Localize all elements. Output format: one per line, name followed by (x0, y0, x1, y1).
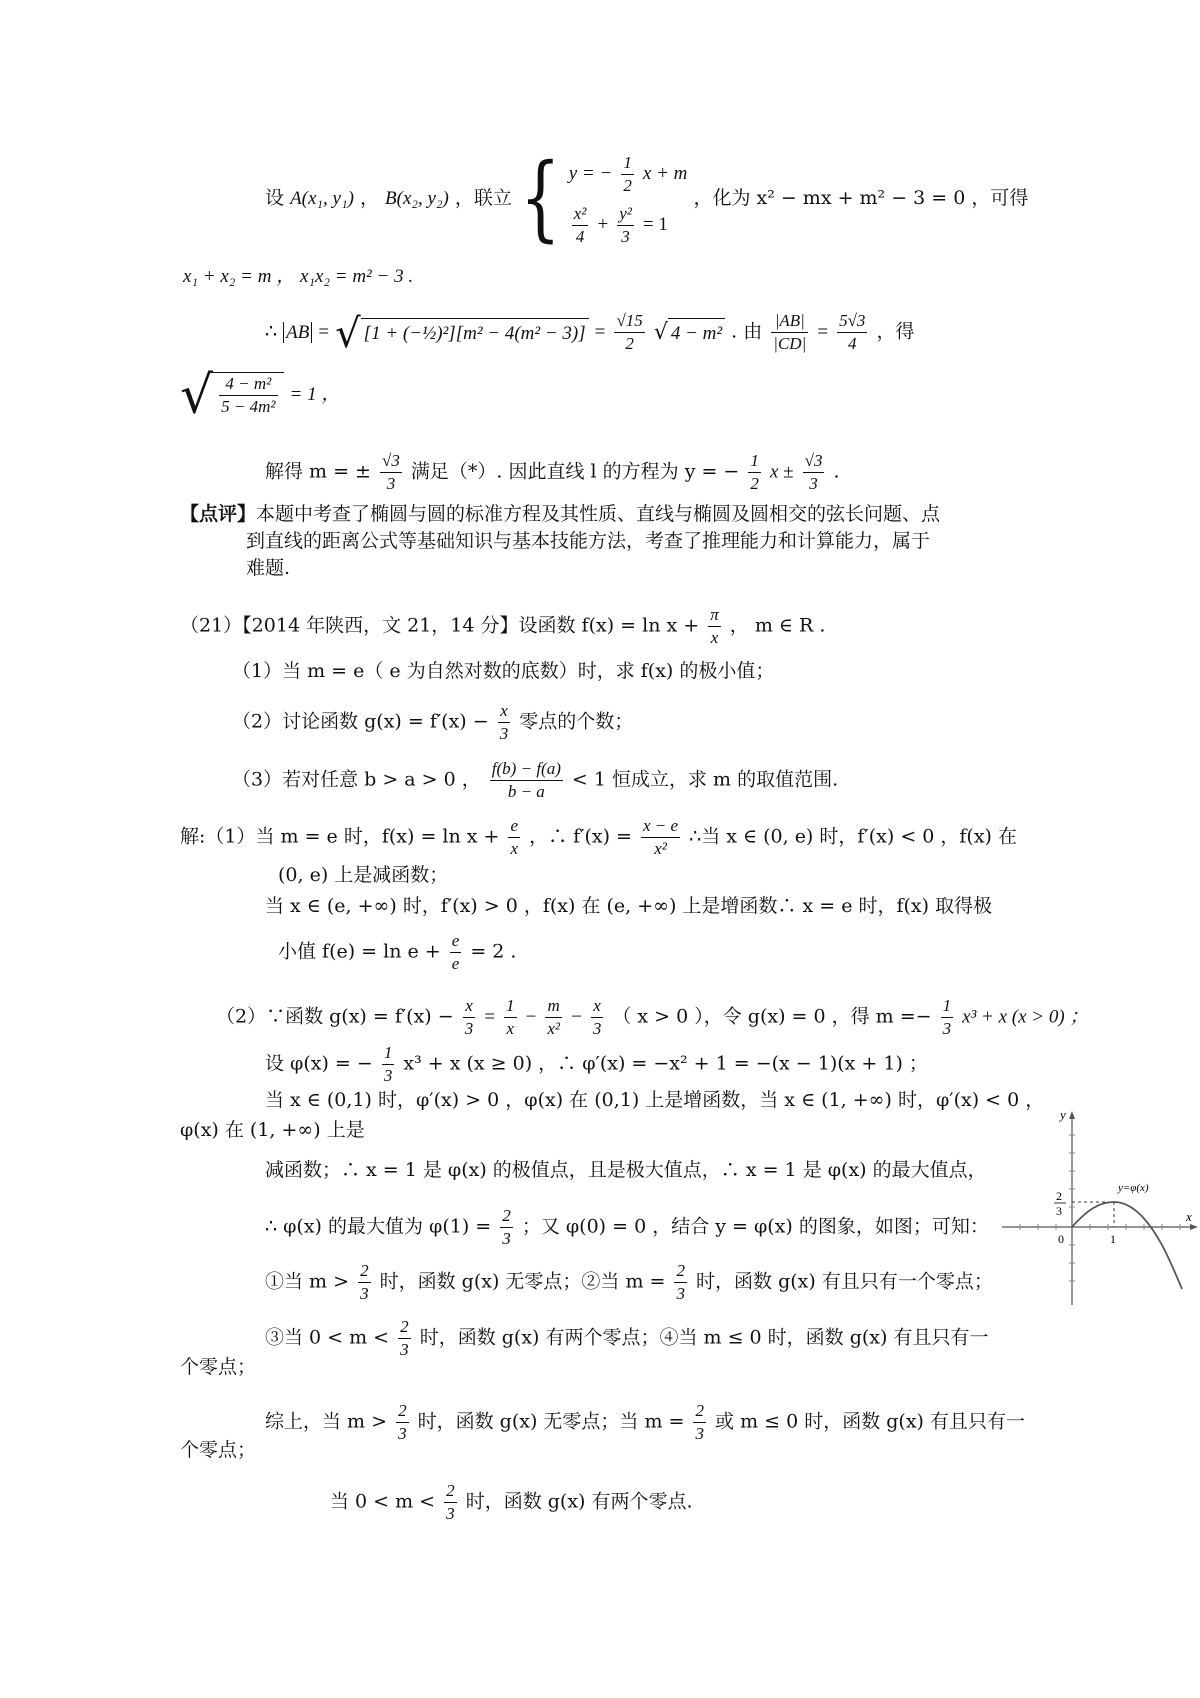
solve-text-a: 解得 m = ± (265, 460, 371, 483)
frac-num: 1 (504, 995, 517, 1018)
setup-prefix: 设 (265, 187, 285, 209)
frac-den: x (710, 628, 719, 647)
frac-num: m (545, 995, 562, 1018)
frac-num: 2 (500, 1205, 513, 1228)
solve-line (265, 450, 840, 495)
solution-2-decreasing: 减函数；∴ x = 1 是 φ(x) 的极值点，且是极大值点，∴ x = 1 是 φ(x) 的最大值点， (265, 1159, 987, 1181)
case2-fraction (674, 1260, 687, 1305)
summary2-fraction (444, 1480, 457, 1525)
phi-text-b: x³ + x (x ≥ 0) ，∴ φ′(x) = −x² + 1 = −(x − 1)(x + 1) ； (403, 1052, 928, 1075)
max-text-b: ；又 φ(0) = 0 ，结合 y = φ(x) 的图象，如图；可知： (521, 1215, 989, 1238)
summary-fraction-2 (693, 1400, 706, 1445)
problem-heading (180, 604, 825, 649)
q3-text-a: （3）若对任意 b > a > 0 ， (232, 768, 481, 791)
point-b: B(x₂, y₂) (385, 188, 449, 209)
intercept-fraction (803, 450, 825, 495)
sol2-frac-5 (941, 995, 954, 1040)
curve-label: y=φ(x) (1118, 1182, 1149, 1194)
sol1-min-value: = 2 . (470, 940, 517, 963)
x-axis-label: x (1186, 1209, 1192, 1224)
frac-den: 3 (400, 1340, 409, 1359)
frac-den: 3 (446, 1504, 455, 1523)
frac-den: 3 (499, 724, 509, 743)
solution-1-line-3: 当 x ∈ (e, +∞) 时，f′(x) > 0 ，f(x) 在 (e, +∞) 上是增函数∴ x = e 时，f(x) 取得极 (265, 895, 993, 917)
e-over-x-fraction (508, 815, 520, 860)
problem-head-tail: ， m ∈ R . (729, 614, 826, 637)
solve-text-d: . (833, 460, 840, 483)
frac-den: b − a (507, 782, 545, 801)
frac-num: x (498, 700, 511, 723)
summary-line-1-cont: 个零点； (180, 1439, 257, 1461)
y-tick-den: 3 (1056, 1204, 1062, 1218)
frac-den: 2 (623, 175, 632, 195)
solution-1-line-4 (278, 930, 516, 975)
q2-text-a: （2）讨论函数 g(x) = f′(x) − (232, 710, 489, 733)
frac-den: 3 (809, 474, 818, 493)
sqrt15-fraction (614, 310, 644, 355)
frac-num: e (450, 930, 462, 953)
frac-den: 5 − 4m² (221, 397, 276, 416)
ab-length-line (265, 310, 914, 355)
frac-num: √3 (803, 450, 825, 473)
sol2-text-f: x³ + x (x > 0) ； (962, 1006, 1089, 1028)
q3-text-b: < 1 恒成立，求 m 的取值范围. (571, 768, 839, 791)
comment-line-3: 难题. (246, 557, 291, 579)
comment-line-1 (180, 501, 940, 527)
equals-sign: = (318, 321, 330, 343)
frac-num: 2 (358, 1260, 371, 1283)
eq2-fraction-y (617, 203, 634, 248)
therefore-symbol: ∴ (265, 320, 278, 343)
system-brace: { (519, 145, 561, 253)
sol2-frac-3 (545, 995, 562, 1040)
frac-num: 2 (398, 1316, 411, 1339)
de-text: ，得 (876, 320, 915, 343)
y-tick-num: 2 (1056, 1189, 1062, 1203)
frac-den: x² (654, 839, 667, 858)
system-eq1 (569, 148, 688, 199)
radicand: 4 − m² (668, 318, 725, 347)
question-1: （1）当 m = e（ e 为自然对数的底数）时，求 f(x) 的极小值； (232, 660, 775, 682)
frac-num: x (463, 995, 476, 1018)
frac-den: |CD| (773, 334, 807, 353)
solution-2-cases-1 (265, 1260, 993, 1305)
ratio-tail: = 1 ， (289, 384, 341, 405)
x-tick-label: 1 (1110, 1232, 1116, 1246)
frac-num: √15 (614, 310, 644, 333)
sol1-min-text: 小值 f(e) = ln e + (278, 940, 441, 963)
phi-text-a: 设 φ(x) = − (265, 1052, 373, 1075)
equals-sign: = (817, 321, 829, 343)
max-fraction (500, 1205, 513, 1250)
frac-num: e (508, 815, 520, 838)
minus-sign: − (525, 1006, 537, 1028)
sqrt-tail: √ 4 − m² (654, 318, 725, 347)
summary-line-2 (330, 1480, 693, 1525)
setup-line (265, 145, 1029, 253)
frac-den: 3 (592, 1019, 602, 1038)
frac-den: 3 (360, 1284, 369, 1303)
ab-abs: AB (283, 322, 312, 343)
frac-den: 3 (398, 1424, 407, 1443)
solve-text-b: 满足（*）. 因此直线 l 的方程为 y = − (410, 460, 740, 483)
solution-2-line-1 (216, 995, 1088, 1040)
phi-curve (1072, 1202, 1182, 1289)
eq1-tail: x + m (642, 163, 688, 184)
sol1-text-a: 解:（1）当 m = e 时，f(x) = ln x + (180, 825, 500, 848)
summary2-text-a: 当 0 < m < (330, 1490, 436, 1513)
origin-label: 0 (1058, 1232, 1064, 1246)
frac-num: x² (572, 203, 589, 226)
equals-sign: = (484, 1006, 495, 1028)
ratio-fraction (771, 310, 808, 355)
phi-fraction (382, 1042, 395, 1087)
slope-fraction (748, 450, 761, 495)
minus-sign: − (571, 1006, 582, 1028)
frac-num: 1 (748, 450, 761, 473)
frac-den: 3 (502, 1229, 511, 1248)
q2-fraction (498, 700, 511, 745)
you-text: . 由 (731, 320, 763, 343)
frac-den: 3 (695, 1424, 704, 1443)
eq1-fraction (621, 152, 634, 197)
ratio-inner-fraction (219, 373, 277, 418)
frac-den: x (506, 1019, 515, 1038)
solution-2-increasing-2: φ(x) 在 (1, +∞) 上是 (180, 1119, 365, 1141)
frac-den: 3 (676, 1284, 685, 1303)
frac-num: 1 (382, 1042, 395, 1065)
frac-den: x (510, 839, 519, 858)
phi-graph (1000, 1105, 1200, 1315)
solution-2-cases-2 (265, 1316, 988, 1361)
case3-text-b: 时，函数 g(x) 有两个零点；④当 m ≤ 0 时，函数 g(x) 有且只有一 (419, 1326, 989, 1349)
frac-num: 2 (693, 1400, 706, 1423)
frac-den: 3 (464, 1019, 474, 1038)
frac-num: 1 (621, 152, 634, 175)
lianli-text: ，联立 (454, 187, 512, 209)
m-value-fraction (380, 450, 402, 495)
eq1-head: y = − (568, 163, 613, 184)
sol1-text-c: ∴当 x ∈ (0, e) 时，f′(x) < 0 ，f(x) 在 (689, 825, 1018, 848)
frac-num: y² (617, 203, 634, 226)
separator: ， (359, 187, 379, 209)
equation-system (569, 148, 688, 250)
frac-num: 2 (444, 1480, 457, 1503)
summary-text-a: 综上，当 m > (265, 1410, 388, 1433)
frac-den: x² (547, 1019, 561, 1038)
value-fraction (837, 310, 867, 355)
frac-num: x (591, 995, 604, 1018)
ratio-line (180, 365, 341, 426)
solve-text-c: x ± (769, 461, 794, 483)
q3-fraction (490, 758, 563, 803)
q2-text-b: 零点的个数； (519, 710, 634, 733)
frac-num: 1 (941, 995, 954, 1018)
frac-num: 2 (396, 1400, 409, 1423)
summary-text-b: 时，函数 g(x) 无零点；当 m = (417, 1410, 685, 1433)
frac-den: 4 (575, 226, 585, 246)
frac-num: 2 (674, 1260, 687, 1283)
comment-line-2: 到直线的距离公式等基础知识与基本技能方法，考查了推理能力和计算能力，属于 (246, 530, 931, 552)
solution-2-increasing: 当 x ∈ (0,1) 时，φ′(x) > 0 ，φ(x) 在 (0,1) 上是增函数，当 x ∈ (1, +∞) 时，φ′(x) < 0 ， (265, 1089, 1045, 1111)
case1-text-b: 时，函数 g(x) 无零点；②当 m = (379, 1270, 666, 1293)
frac-num: √3 (380, 450, 402, 473)
system-eq2 (569, 199, 688, 250)
vieta-line: x₁ + x₂ = m ， x₁x₂ = m² − 3 . (183, 266, 414, 287)
eq2-fraction-x (572, 203, 589, 248)
frac-den: 3 (383, 1066, 393, 1085)
case1-text-c: 时，函数 g(x) 有且只有一个零点； (696, 1270, 993, 1293)
summary-text-c: 或 m ≤ 0 时，函数 g(x) 有且只有一 (715, 1410, 1025, 1433)
frac-den: 2 (750, 474, 759, 493)
equals-sign: = (594, 321, 606, 343)
e-over-e-fraction (450, 930, 462, 975)
max-text-a: ∴ φ(x) 的最大值为 φ(1) = (265, 1215, 492, 1238)
frac-num: 4 − m² (219, 373, 277, 396)
frac-den: e (451, 954, 460, 973)
sol1-text-b: ，∴ f′(x) = (529, 825, 632, 848)
frac-den: 4 (848, 334, 857, 353)
frac-den: 3 (621, 226, 630, 246)
summary2-text-b: 时，函数 g(x) 有两个零点. (465, 1490, 693, 1513)
frac-num: 5√3 (837, 310, 867, 333)
sol2-text-e: （ x > 0 ），令 g(x) = 0 ，得 m =− (612, 1005, 932, 1028)
summary-fraction-1 (396, 1400, 409, 1445)
solution-2-phi-line (265, 1042, 928, 1087)
comment-text-1: 本题中考查了椭圆与圆的标准方程及其性质、直线与椭圆及圆相交的弦长问题、点 (256, 503, 941, 525)
frac-num: f(b) − f(a) (490, 758, 563, 781)
frac-num: |AB| (771, 310, 808, 333)
y-axis-label: y (1060, 1107, 1066, 1122)
solution-1-line-2: (0, e) 上是减函数； (278, 864, 449, 886)
problem-head-text: （21）【2014 年陕西，文 21，14 分】设函数 f(x) = ln x + (180, 614, 700, 637)
question-2 (232, 700, 633, 745)
frac-num: x − e (641, 815, 680, 838)
frac-den: 3 (942, 1019, 952, 1038)
frac-num: π (708, 604, 721, 627)
frac-den: 2 (625, 334, 634, 353)
ratio-sqrt: √ $\frac{\text{4 − m²}}{\text{5 − 4m²}}$ (180, 372, 284, 418)
solution-2-max (265, 1205, 989, 1250)
pi-over-x-fraction (708, 604, 721, 649)
case3-text-a: ③当 0 < m < (265, 1326, 390, 1349)
y-axis-arrow (1069, 1111, 1075, 1119)
comment-tag: 【点评】 (180, 503, 257, 525)
eq2-tail: = 1 (642, 214, 668, 235)
case3-fraction (398, 1316, 411, 1361)
case1-fraction (358, 1260, 371, 1305)
point-a: A(x₁, y₁) (290, 188, 354, 209)
radicand: [1 + (−½)²][m² − 4(m² − 3)] (361, 318, 589, 347)
summary-line-1 (265, 1400, 1025, 1445)
sqrt-radical: √ [1 + (−½)²][m² − 4(m² − 3)] (335, 318, 588, 347)
reduce-text: ，化为 x² − mx + m² − 3 = 0 ，可得 (693, 187, 1029, 209)
plus-sign: + (597, 214, 609, 235)
solution-1-line-1 (180, 815, 1017, 860)
question-3 (232, 758, 838, 803)
sol2-text-a: （2）∵函数 g(x) = f′(x) − (216, 1005, 454, 1028)
solution-2-cases-2-cont: 个零点； (180, 1356, 257, 1378)
frac-den: 3 (386, 474, 396, 493)
sol2-frac-2 (504, 995, 517, 1040)
case1-text-a: ①当 m > (265, 1270, 350, 1293)
sol2-frac-4 (591, 995, 604, 1040)
derivative-fraction (641, 815, 680, 860)
x-axis-arrow (1190, 1224, 1198, 1230)
sol2-frac-1 (463, 995, 476, 1040)
